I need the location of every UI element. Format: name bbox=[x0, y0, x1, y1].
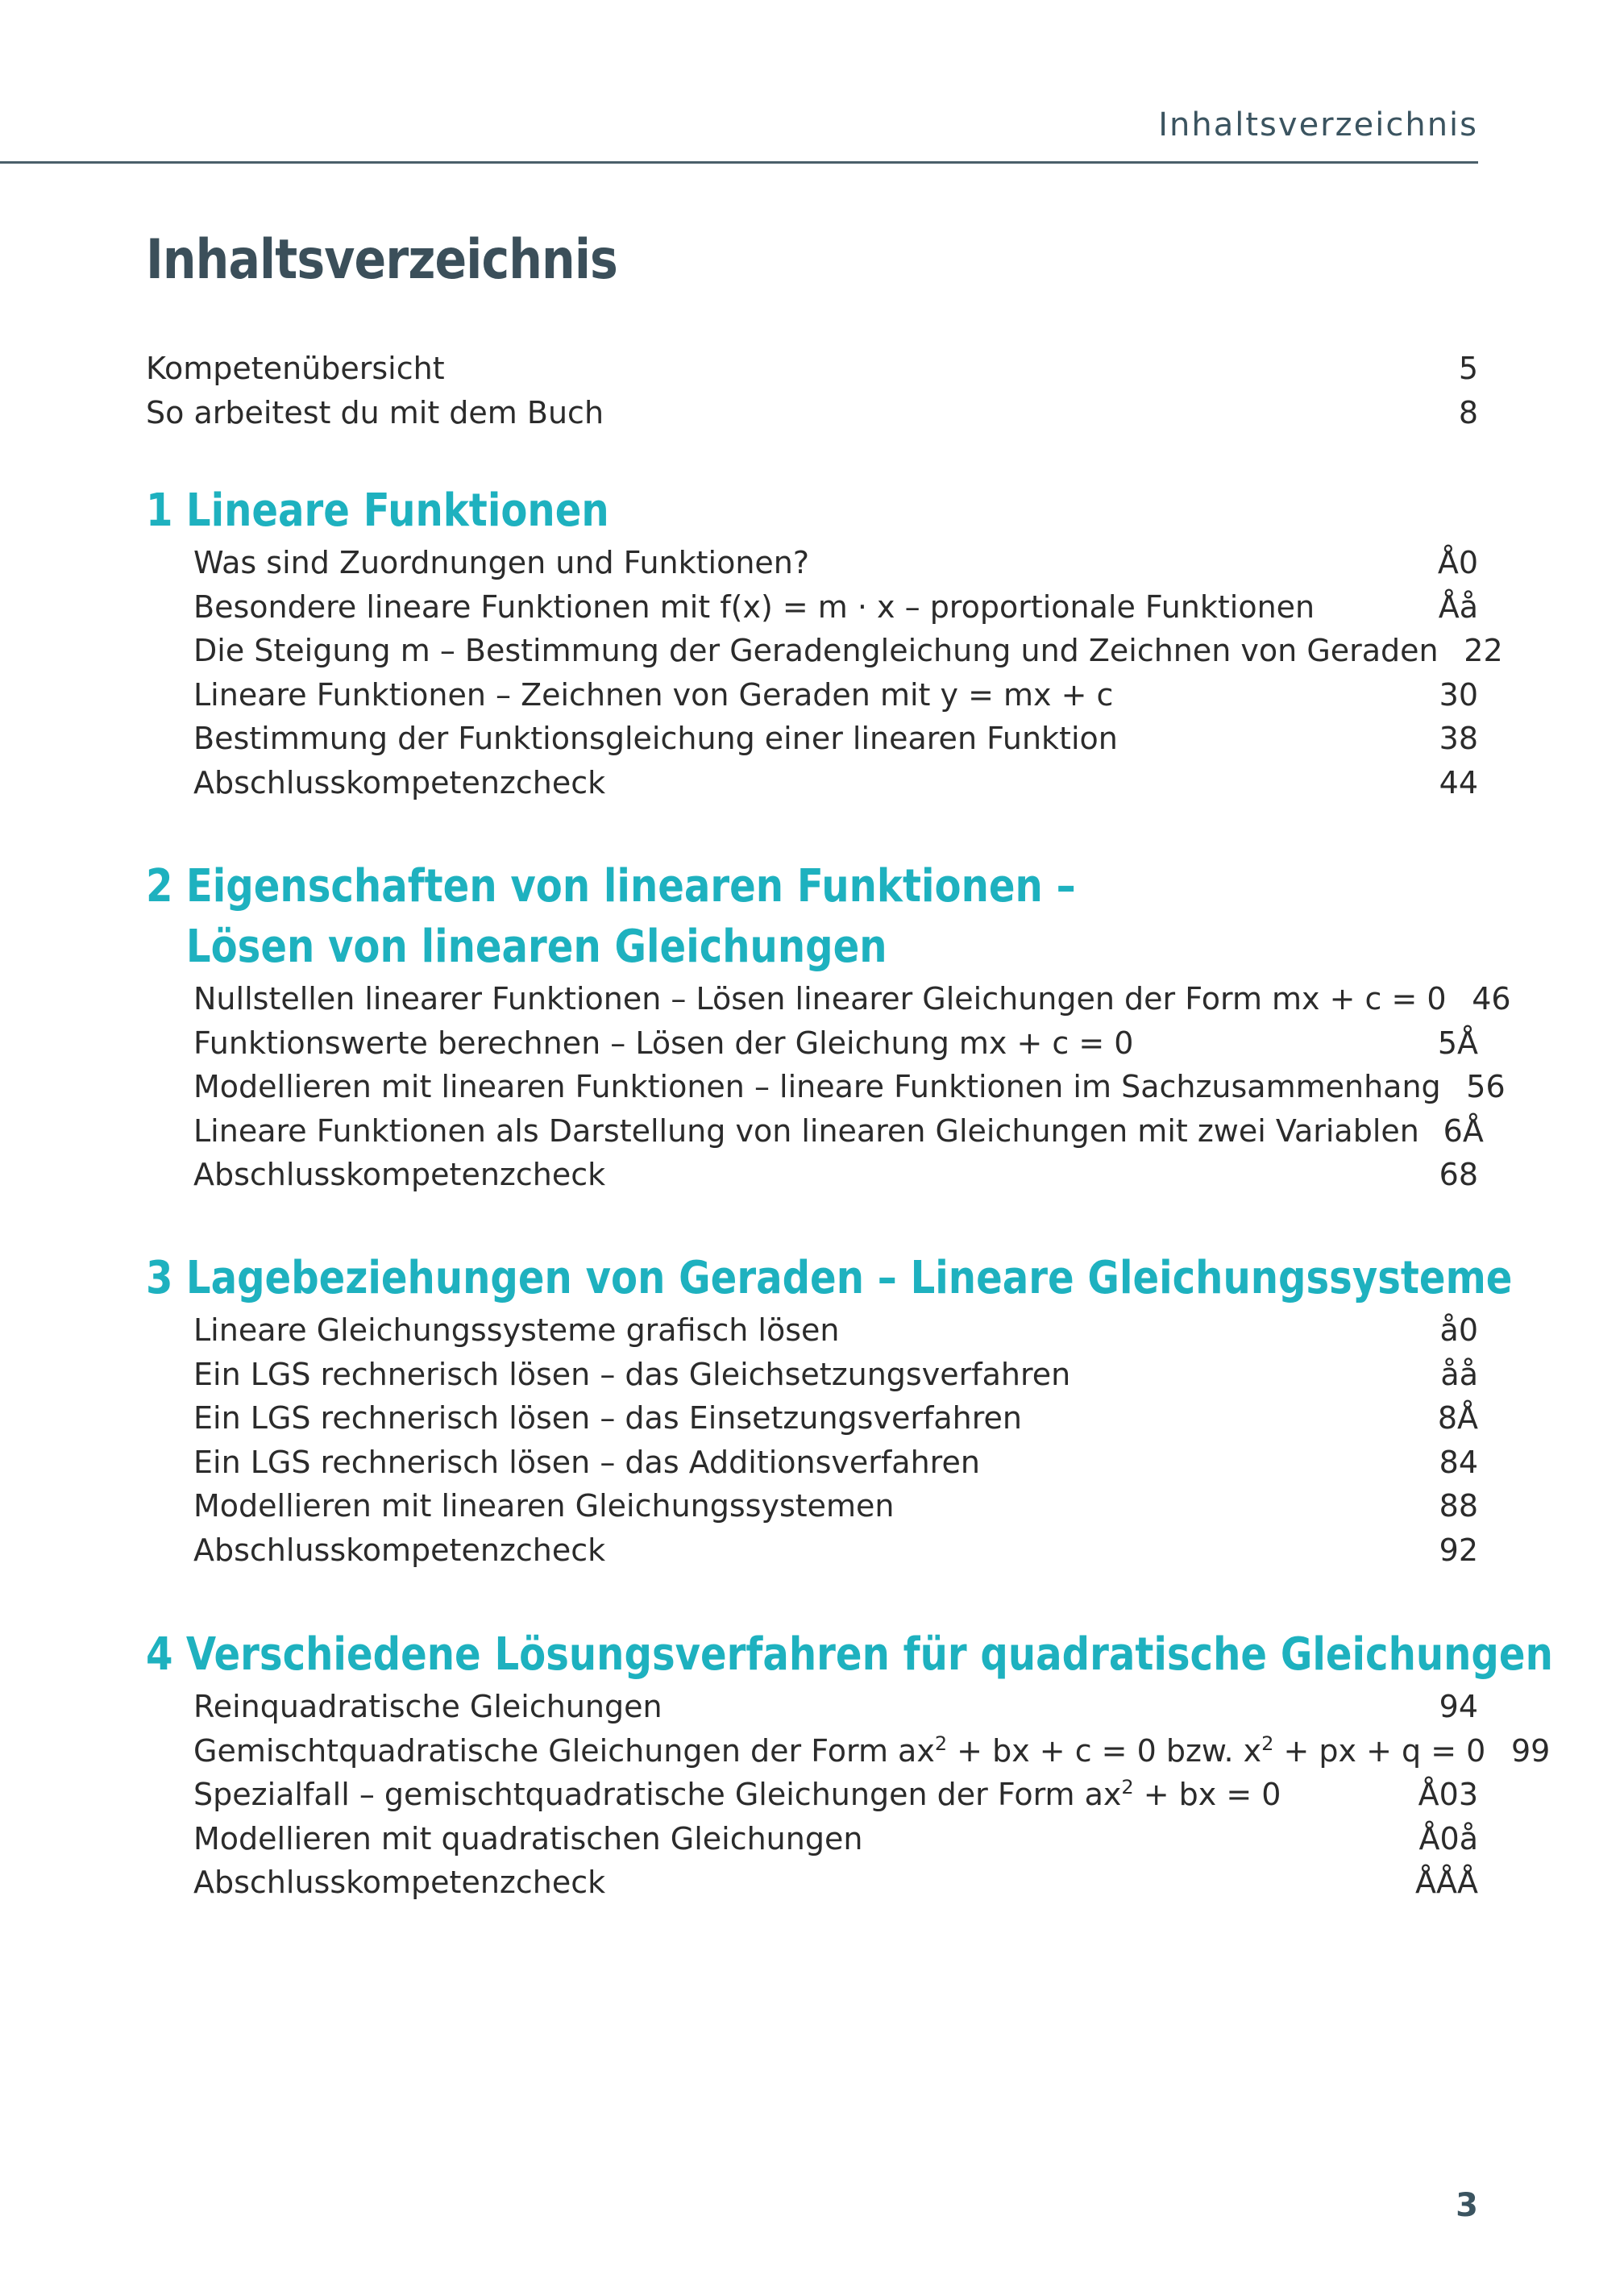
toc-entry-page: 44 bbox=[1439, 764, 1478, 800]
chapter-2 bbox=[146, 856, 1511, 1197]
chapter-title: Lineare Funktionen bbox=[185, 484, 609, 537]
toc-entry-title: Lineare Funktionen – Zeichnen von Geraden mit y = mx + c bbox=[193, 676, 1114, 713]
toc-entry[interactable] bbox=[193, 761, 1478, 805]
toc-entry[interactable] bbox=[193, 977, 1511, 1021]
header-rule bbox=[0, 161, 1478, 164]
toc-entry-page: 6Å bbox=[1443, 1112, 1484, 1149]
toc-entry-page: 22 bbox=[1464, 633, 1503, 668]
toc-entry-title: Gemischtquadratische Gleichungen der Form $ax^2$ + bx + c = 0 bzw. $x^2$ + px + q = 0 bbox=[193, 1732, 1486, 1769]
toc-entry[interactable] bbox=[193, 1729, 1551, 1773]
chapter-heading[interactable] bbox=[146, 480, 1292, 541]
toc-entry[interactable] bbox=[193, 673, 1478, 717]
toc-entry[interactable] bbox=[193, 541, 1478, 585]
toc-entry-title: Lineare Gleichungssysteme grafisch lösen bbox=[193, 1312, 840, 1348]
chapter-number: 3 bbox=[146, 1252, 173, 1304]
toc-entry-page: 38 bbox=[1439, 721, 1478, 756]
toc-entry-title: Abschlusskompetenzcheck bbox=[193, 1865, 606, 1900]
toc-entry-page: 94 bbox=[1439, 1689, 1478, 1724]
toc-entry[interactable] bbox=[193, 1396, 1478, 1441]
toc-entry-page: Å0 bbox=[1437, 545, 1478, 580]
chapter-number: 1 bbox=[146, 484, 173, 537]
chapter-1 bbox=[146, 480, 1503, 805]
chapter-heading[interactable] bbox=[146, 1248, 1513, 1308]
toc-entry-page: 5 bbox=[1458, 351, 1478, 386]
toc-entry-page: 8 bbox=[1458, 394, 1478, 430]
chapter-title: Lagebeziehungen von Geraden – Lineare Gleichungssysteme bbox=[185, 1252, 1513, 1304]
toc-entry-page: 8Å bbox=[1437, 1400, 1478, 1436]
toc-entry[interactable] bbox=[193, 1065, 1506, 1109]
toc-entry[interactable] bbox=[193, 1817, 1478, 1861]
chapter-number: 4 bbox=[146, 1628, 173, 1681]
toc-entry-page: 30 bbox=[1439, 676, 1478, 713]
toc-entry-page: åå bbox=[1440, 1356, 1478, 1392]
toc-entry-title: Kompetenübersicht bbox=[146, 351, 445, 386]
toc-entry-title: Reinquadratische Gleichungen bbox=[193, 1689, 662, 1724]
chapter-4 bbox=[146, 1624, 1553, 1905]
toc-entry[interactable] bbox=[193, 629, 1503, 673]
toc-entry-page: 99 bbox=[1510, 1732, 1551, 1769]
toc-entry-page: 56 bbox=[1466, 1069, 1506, 1104]
toc-entry[interactable] bbox=[146, 347, 1478, 391]
chapter-title: Eigenschaften von linearen Funktionen – bbox=[185, 860, 1076, 913]
toc-entry-title: Was sind Zuordnungen und Funktionen? bbox=[193, 545, 810, 580]
toc-entry-title: Modellieren mit quadratischen Gleichungen bbox=[193, 1820, 863, 1856]
chapter-3 bbox=[146, 1248, 1513, 1572]
toc-entry-page: 46 bbox=[1472, 981, 1511, 1017]
toc-entry-title: Abschlusskompetenzcheck bbox=[193, 1157, 606, 1192]
toc-entry-title: Nullstellen linearer Funktionen – Lösen linearer Gleichungen der Form mx + c = 0 bbox=[193, 981, 1447, 1017]
toc-entry[interactable] bbox=[193, 1021, 1478, 1066]
toc-entry-page: å0 bbox=[1439, 1312, 1478, 1348]
toc-entry[interactable] bbox=[193, 1685, 1478, 1729]
toc-entry-page: ÅÅÅ bbox=[1415, 1865, 1478, 1900]
toc-entry-page: 84 bbox=[1439, 1444, 1478, 1480]
toc-entry-title: Abschlusskompetenzcheck bbox=[193, 764, 606, 800]
toc-entry[interactable] bbox=[193, 1353, 1478, 1397]
toc-entry[interactable] bbox=[193, 1308, 1478, 1353]
toc-entry-title: Abschlusskompetenzcheck bbox=[193, 1532, 606, 1568]
front-matter bbox=[146, 347, 1478, 434]
toc-entry-title: Bestimmung der Funktionsgleichung einer linearen Funktion bbox=[193, 721, 1118, 756]
chapter-title: Verschiedene Lösungsverfahren für quadratische Gleichungen bbox=[185, 1628, 1553, 1681]
toc-entry-page: Å03 bbox=[1418, 1777, 1478, 1812]
toc-entry[interactable] bbox=[193, 1528, 1478, 1573]
toc-entry[interactable] bbox=[193, 1484, 1478, 1528]
chapter-heading[interactable] bbox=[146, 1624, 1553, 1685]
toc-entry-page: 88 bbox=[1439, 1488, 1478, 1524]
toc-entry-title: Modellieren mit linearen Gleichungssystemen bbox=[193, 1488, 895, 1524]
toc-entry[interactable] bbox=[193, 1861, 1478, 1905]
toc-entry-title: Ein LGS rechnerisch lösen – das Gleichsetzungsverfahren bbox=[193, 1356, 1071, 1392]
toc-entry-title: Die Steigung m – Bestimmung der Geradengleichung und Zeichnen von Geraden bbox=[193, 633, 1439, 668]
running-head: Inhaltsverzeichnis bbox=[1158, 106, 1478, 143]
chapter-number: 2 bbox=[146, 860, 173, 913]
toc-entry-page: Å0å bbox=[1418, 1820, 1478, 1856]
toc-entry-title: Besondere lineare Funktionen mit f(x) = m · x – proportionale Funktionen bbox=[193, 588, 1315, 625]
toc-entry-title: Ein LGS rechnerisch lösen – das Additionsverfahren bbox=[193, 1444, 980, 1480]
toc-entry-title: Ein LGS rechnerisch lösen – das Einsetzungsverfahren bbox=[193, 1400, 1022, 1436]
page-number: 3 bbox=[1456, 2187, 1478, 2224]
toc-entry[interactable] bbox=[193, 585, 1478, 630]
toc-entry[interactable] bbox=[193, 1773, 1478, 1817]
chapter-title-line2: Lösen von linearen Gleichungen bbox=[185, 921, 887, 973]
toc-entry-title: So arbeitest du mit dem Buch bbox=[146, 394, 604, 430]
toc-entry[interactable] bbox=[193, 1153, 1478, 1197]
toc-entry[interactable] bbox=[193, 1441, 1478, 1485]
toc-entry[interactable] bbox=[146, 391, 1478, 435]
toc-entry-page: Åå bbox=[1438, 588, 1478, 625]
toc-entry-page: 92 bbox=[1439, 1532, 1478, 1568]
toc-entry-title: Spezialfall – gemischtquadratische Gleichungen der Form $ax^2$ + bx = 0 bbox=[193, 1776, 1281, 1812]
toc-entry[interactable] bbox=[193, 717, 1478, 761]
toc-entry-title: Modellieren mit linearen Funktionen – lineare Funktionen im Sachzusammenhang bbox=[193, 1069, 1441, 1104]
page-title: Inhaltsverzeichnis bbox=[146, 228, 617, 292]
toc-entry-title: Lineare Funktionen als Darstellung von linearen Gleichungen mit zwei Variablen bbox=[193, 1112, 1419, 1149]
toc-entry-title: Funktionswerte berechnen – Lösen der Gleichung mx + c = 0 bbox=[193, 1025, 1134, 1061]
toc-entry-page: 5Å bbox=[1437, 1025, 1478, 1061]
toc-entry-page: 68 bbox=[1439, 1157, 1478, 1192]
chapter-heading[interactable] bbox=[146, 856, 1292, 977]
toc-entry[interactable] bbox=[193, 1109, 1484, 1154]
